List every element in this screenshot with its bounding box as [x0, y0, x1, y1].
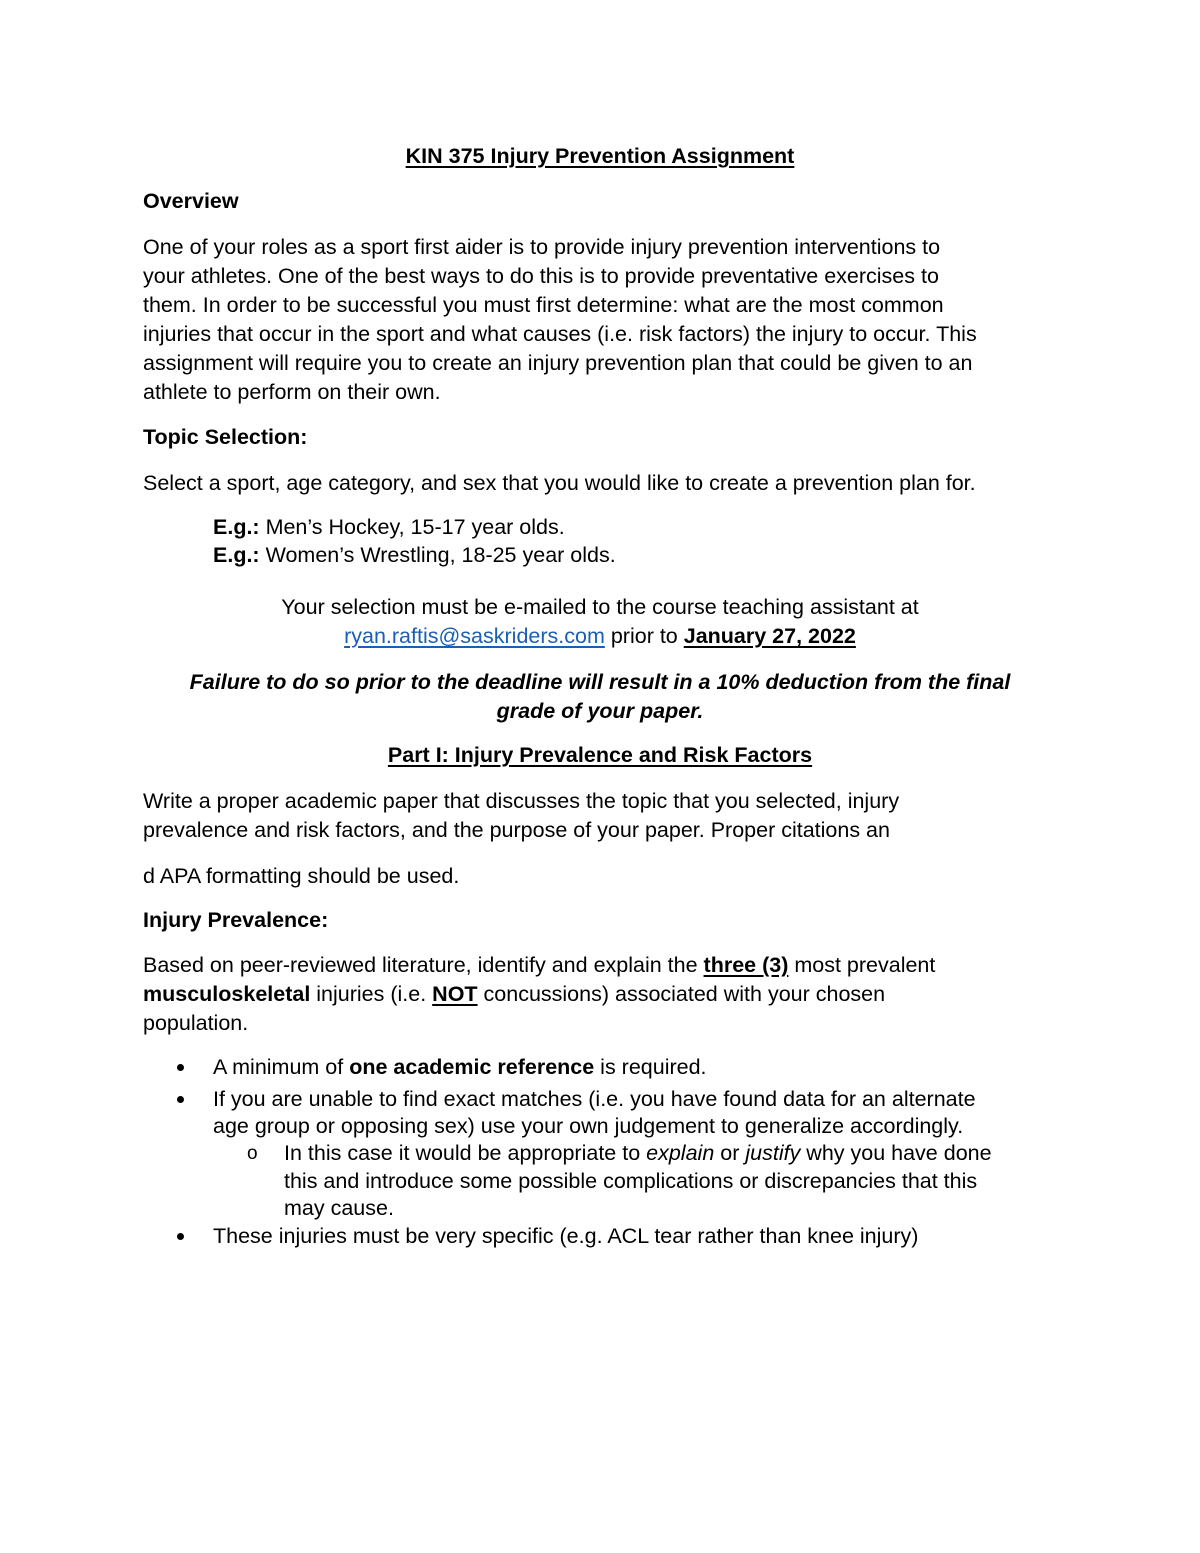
overview-heading: Overview [143, 189, 239, 213]
email-instruction: Your selection must be e-mailed to the course teaching assistant at [281, 595, 919, 619]
text-run: is required. [594, 1055, 707, 1079]
emphasis-three: three (3) [703, 953, 789, 977]
bullet-item-cont: age group or opposing sex) use your own judgement to generalize accordingly. [213, 1114, 964, 1138]
example-text: Men’s Hockey, 15-17 year olds. [259, 515, 565, 539]
email-deadline-line [0, 626, 1200, 648]
email-link[interactable]: ryan.raftis@saskriders.com [344, 624, 605, 648]
example-label: E.g.: [213, 515, 260, 539]
sub-bullet-item [284, 1143, 992, 1165]
bullet-item: If you are unable to find exact matches (i.e. you have found data for an alternate [213, 1087, 976, 1111]
text-run: injuries (i.e. [310, 982, 433, 1006]
text-run: A minimum of [213, 1055, 350, 1079]
overview-line: athlete to perform on their own. [143, 380, 441, 404]
bullet-icon [177, 1096, 184, 1103]
text-run: Based on peer-reviewed literature, identify and explain the [143, 953, 704, 977]
sub-bullet-cont: may cause. [284, 1196, 394, 1220]
part1-line: Write a proper academic paper that discusses the topic that you selected, injury [143, 789, 900, 813]
deadline-date: January 27, 2022 [683, 624, 856, 648]
bullet-icon [177, 1064, 184, 1071]
prevalence-line: population. [143, 1011, 249, 1035]
text-run: In this case it would be appropriate to [284, 1141, 647, 1165]
text-run: or [714, 1141, 746, 1165]
example-line [213, 545, 616, 567]
overview-line: assignment will require you to create an injury prevention plan that could be given to an [143, 351, 973, 375]
emphasis-justify: justify [745, 1141, 801, 1165]
part1-line: prevalence and risk factors, and the purpose of your paper. Proper citations an [143, 818, 890, 842]
bullet-item: These injuries must be very specific (e.g. ACL tear rather than knee injury) [213, 1224, 919, 1248]
prevalence-heading: Injury Prevalence: [143, 908, 329, 932]
overview-line: One of your roles as a sport first aider is to provide injury prevention interventions to [143, 235, 941, 259]
prevalence-line [143, 984, 885, 1006]
emphasis-musculoskeletal: musculoskeletal [143, 982, 311, 1006]
emphasis-reference: one academic reference [349, 1055, 595, 1079]
bullet-icon [177, 1233, 184, 1240]
prevalence-line [143, 955, 935, 977]
example-line [213, 517, 565, 539]
example-text: Women’s Wrestling, 18-25 year olds. [259, 543, 616, 567]
page-title: KIN 375 Injury Prevention Assignment [405, 144, 795, 168]
text-run: concussions) associated with your chosen [477, 982, 886, 1006]
text-run: most prevalent [788, 953, 936, 977]
sub-bullet-icon: o [247, 1143, 258, 1164]
bullet-item [213, 1057, 707, 1079]
emphasis-not: NOT [432, 982, 478, 1006]
topic-heading: Topic Selection: [143, 425, 308, 449]
topic-intro: Select a sport, age category, and sex that you would like to create a prevention plan for. [143, 471, 976, 495]
prior-to-text: prior to [604, 624, 684, 648]
warning-line: grade of your paper. [496, 699, 704, 723]
emphasis-explain: explain [646, 1141, 715, 1165]
overview-line: them. In order to be successful you must first determine: what are the most common [143, 293, 944, 317]
part1-line: d APA formatting should be used. [143, 864, 460, 888]
overview-line: injuries that occur in the sport and what causes (i.e. risk factors) the injury to occur. This [143, 322, 977, 346]
example-label: E.g.: [213, 543, 260, 567]
part1-heading: Part I: Injury Prevalence and Risk Factors [387, 743, 813, 767]
text-run: why you have done [800, 1141, 992, 1165]
sub-bullet-cont: this and introduce some possible complications or discrepancies that this [284, 1169, 978, 1193]
warning-line: Failure to do so prior to the deadline will result in a 10% deduction from the final [189, 670, 1011, 694]
overview-line: your athletes. One of the best ways to do this is to provide preventative exercises to [143, 264, 939, 288]
